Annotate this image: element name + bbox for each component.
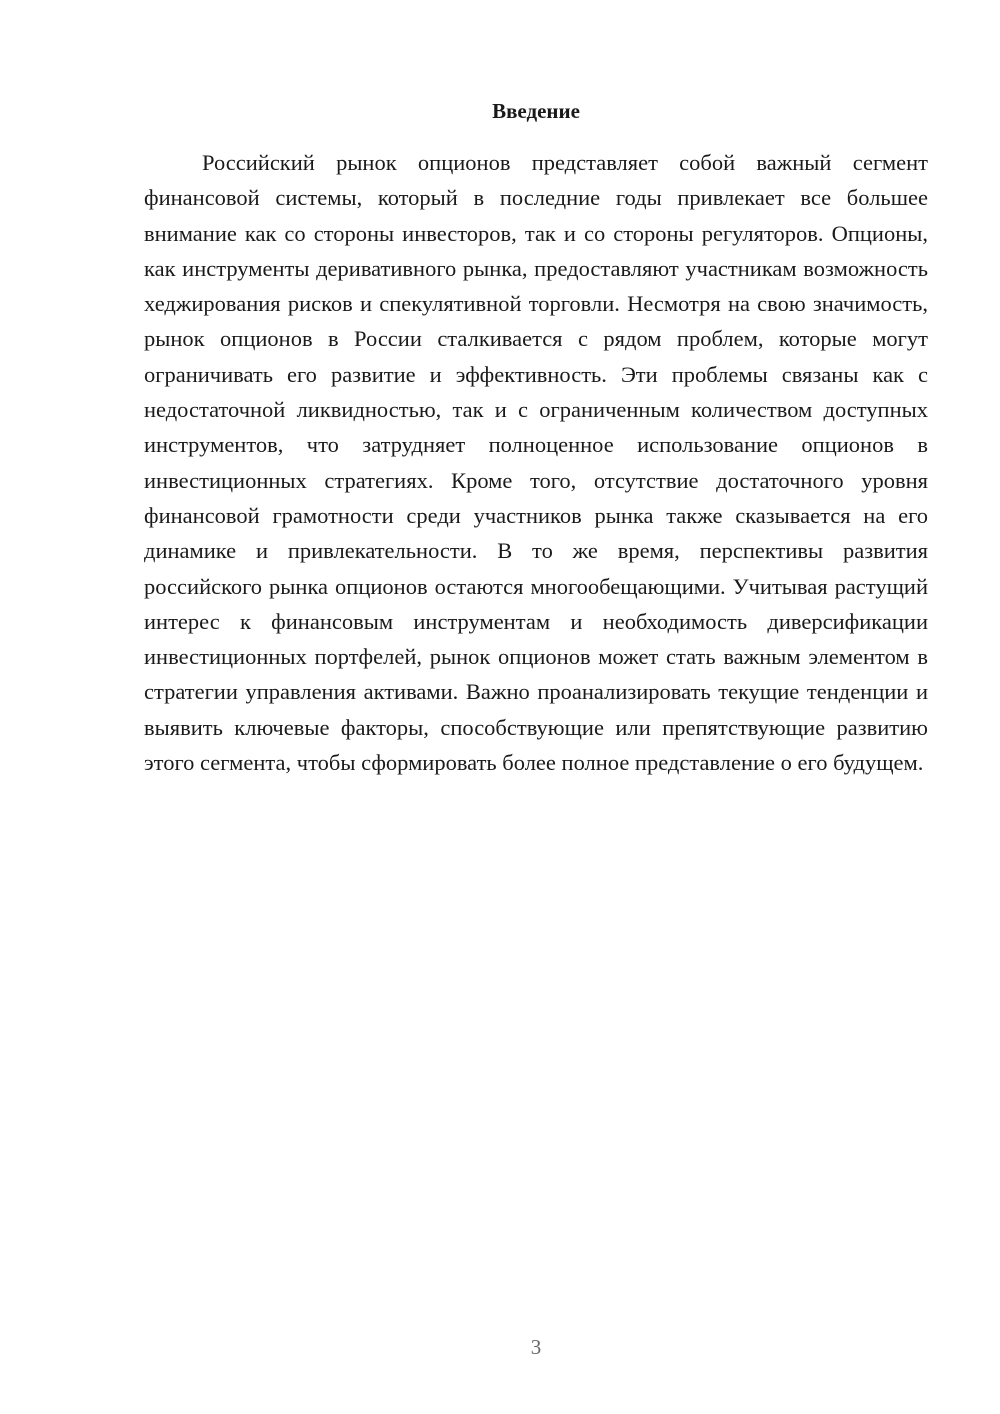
page-number: 3: [530, 1335, 542, 1359]
section-heading: Введение: [492, 99, 580, 123]
body-paragraph: Российский рынок опционов представляет собой важный сегмент финансовой системы, который в последние годы привлекает все большее внимание как со стороны инвесторов, так и со стороны регуляторов. Опционы, как инструменты деривативного рынка, предоставляют участникам возможность хеджирования рисков и спекулятивной торговли. Несмотря на свою значимость, рынок опционов в России сталкивается с рядом проблем, которые могут ограничивать его развитие и эффективность. Эти проблемы связаны как с недостаточной ликвидностью, так и с ограниченным количеством доступных инструментов, что затрудняет полноценное использование опционов в инвестиционных стратегиях. Кроме того, отсутствие достаточного уровня финансовой грамотности среди участников рынка также сказывается на его динамике и привлекательности. В то же время, перспективы развития российского рынка опционов остаются многообещающими. Учитывая растущий интерес к финансовым инструментам и необходимость диверсификации инвестиционных портфелей, рынок опционов может стать важным элементом в стратегии управления активами. Важно проанализировать текущие тенденции и выявить ключевые факторы, способствующие или препятствующие развитию этого сегмента, чтобы сформировать более полное представление о его будущем.: [144, 150, 928, 776]
